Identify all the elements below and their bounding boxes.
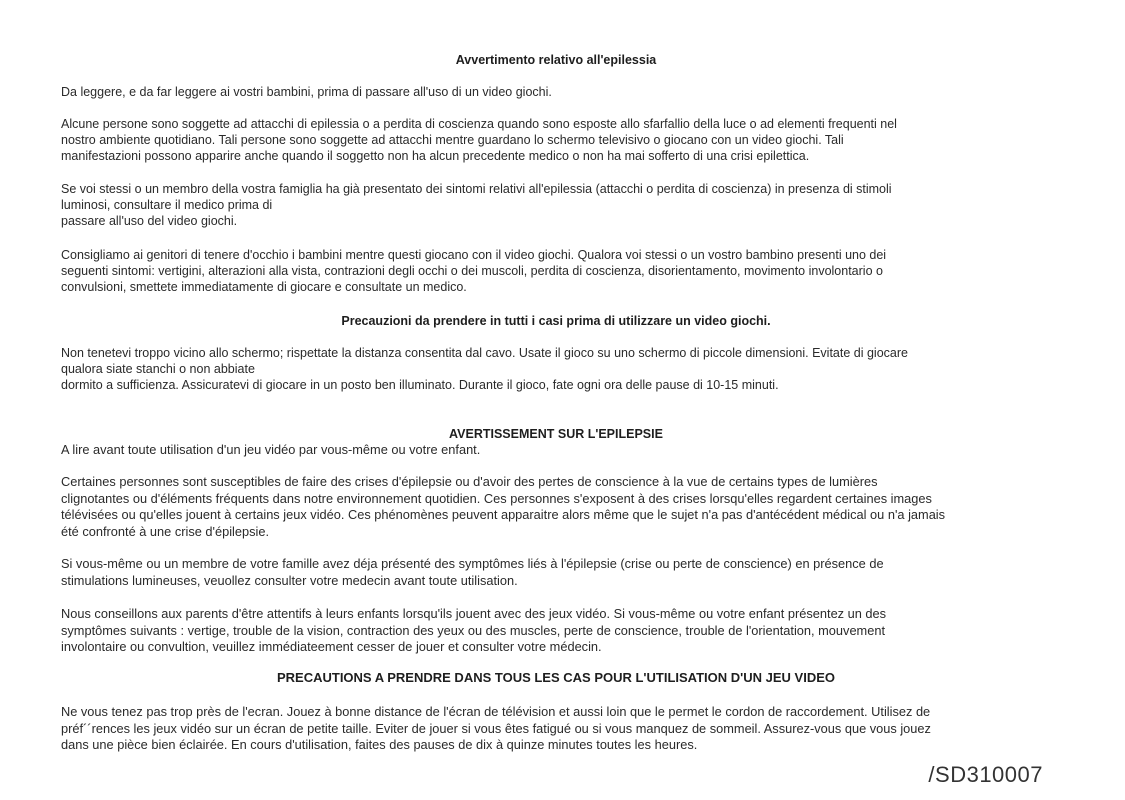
french-description-paragraph: Certaines personnes sont susceptibles de faire des crises d'épilepsie ou d'avoir des pertes de conscience à la vue de certains types de lumières clignotantes ou d'éléments fréquents dans notre environnement quotidien. Ces personnes s'exposent à des crises lorsqu'elles regardent certaines images télévisées ou qu'elles jouent à certains jeux vidéo. Ces phénomènes peuvent apparaitre alors même que le sujet n'a pas d'antécédent médical ou n'a jamais été confronté à une crise d'épilepsie. <box>61 474 946 539</box>
french-precautions-title: PRECAUTIONS A PRENDRE DANS TOUS LES CAS POUR L'UTILISATION D'UN JEU VIDEO <box>276 670 835 685</box>
italian-description-paragraph: Alcune persone sono soggette ad attacchi di epilessia o a perdita di coscienza quando sono esposte allo sfarfallio della luce o ad elementi frequenti nel nostro ambiente quotidiano. Tali persone sono soggette ad attacchi mentre guardano lo schermo televisivo o giocano con un video giochi. Tali manifestazioni possono apparire anche quando il soggetto non ha alcun precedente medico o non ha mai sofferto di una crisi epilettica. <box>61 117 897 163</box>
french-warning-title: AVERTISSEMENT SUR L'EPILEPSIE <box>449 427 663 441</box>
french-family-paragraph: Si vous-même ou un membre de votre famille avez déja présenté des symptômes liés à l'épilepsie (crise ou perte de conscience) en présence de stimulations lumineuses, veuollez consulter votre medecin avant toute utilisation. <box>61 556 884 588</box>
french-precautions-paragraph: Ne vous tenez pas trop près de l'ecran. Jouez à bonne distance de l'écran de télévision et aussi loin que le permet le cordon de raccordement. Utilisez de préf´´rences les jeux vidéo sur un écran de petite taille. Eviter de jouer si vous êtes fatigué ou si vous manquez de sommeil. Assurez-vous que vous jouez dans une pièce bien éclairée. En cours d'utilisation, faites des pauses de dix à quinze minutes toutes les heures. <box>61 704 931 752</box>
document-code: /SD310007 <box>928 762 1043 787</box>
italian-precautions-paragraph: Non tenetevi troppo vicino allo schermo; rispettate la distanza consentita dal cavo. Usate il gioco su uno schermo di piccole dimensioni. Evitate di giocare qualora siate stanchi o non abbiate dormito a sufficienza. Assicuratevi di giocare in un posto ben illuminato. Durante il gioco, fate ogni ora delle pause di 10-15 minuti. <box>61 346 908 392</box>
french-symptoms-paragraph: Nous conseillons aux parents d'être attentifs à leurs enfants lorsqu'ils jouent avec des jeux vidéo. Si vous-même ou votre enfant présentez un des symptômes suivants : vertige, trouble de la vision, contraction des yeux ou des muscles, perte de conscience, trouble de l'orientation, mouvement involontaire ou convultion, veuillez immédiateement cesser de jouer et consulter votre médecin. <box>61 606 887 654</box>
italian-intro-paragraph: Da leggere, e da far leggere ai vostri bambini, prima di passare all'uso di un video giochi. <box>61 85 552 99</box>
italian-symptoms-paragraph: Consigliamo ai genitori di tenere d'occhio i bambini mentre questi giocano con il video giochi. Qualora voi stessi o un vostro bambino presenti uno dei seguenti sintomi: vertigini, alterazioni alla vista, contrazioni degli occhi o dei muscoli, perdita di coscienza, disorientamento, movimento involontario o convulsioni, smettete immediatamente di giocare e consultate un medico. <box>61 248 887 294</box>
italian-precautions-title: Precauzioni da prendere in tutti i casi prima di utilizzare un video giochi. <box>341 314 771 328</box>
italian-warning-title: Avvertimento relativo all'epilessia <box>455 53 657 67</box>
french-intro-paragraph: A lire avant toute utilisation d'un jeu vidéo par vous-même ou votre enfant. <box>61 442 481 457</box>
italian-family-paragraph: Se voi stessi o un membro della vostra famiglia ha già presentato dei sintomi relativi all'epilessia (attacchi o perdita di coscienza) in presenza di stimoli luminosi, consultare il medico prima di passare all'uso del video giochi. <box>61 182 892 228</box>
